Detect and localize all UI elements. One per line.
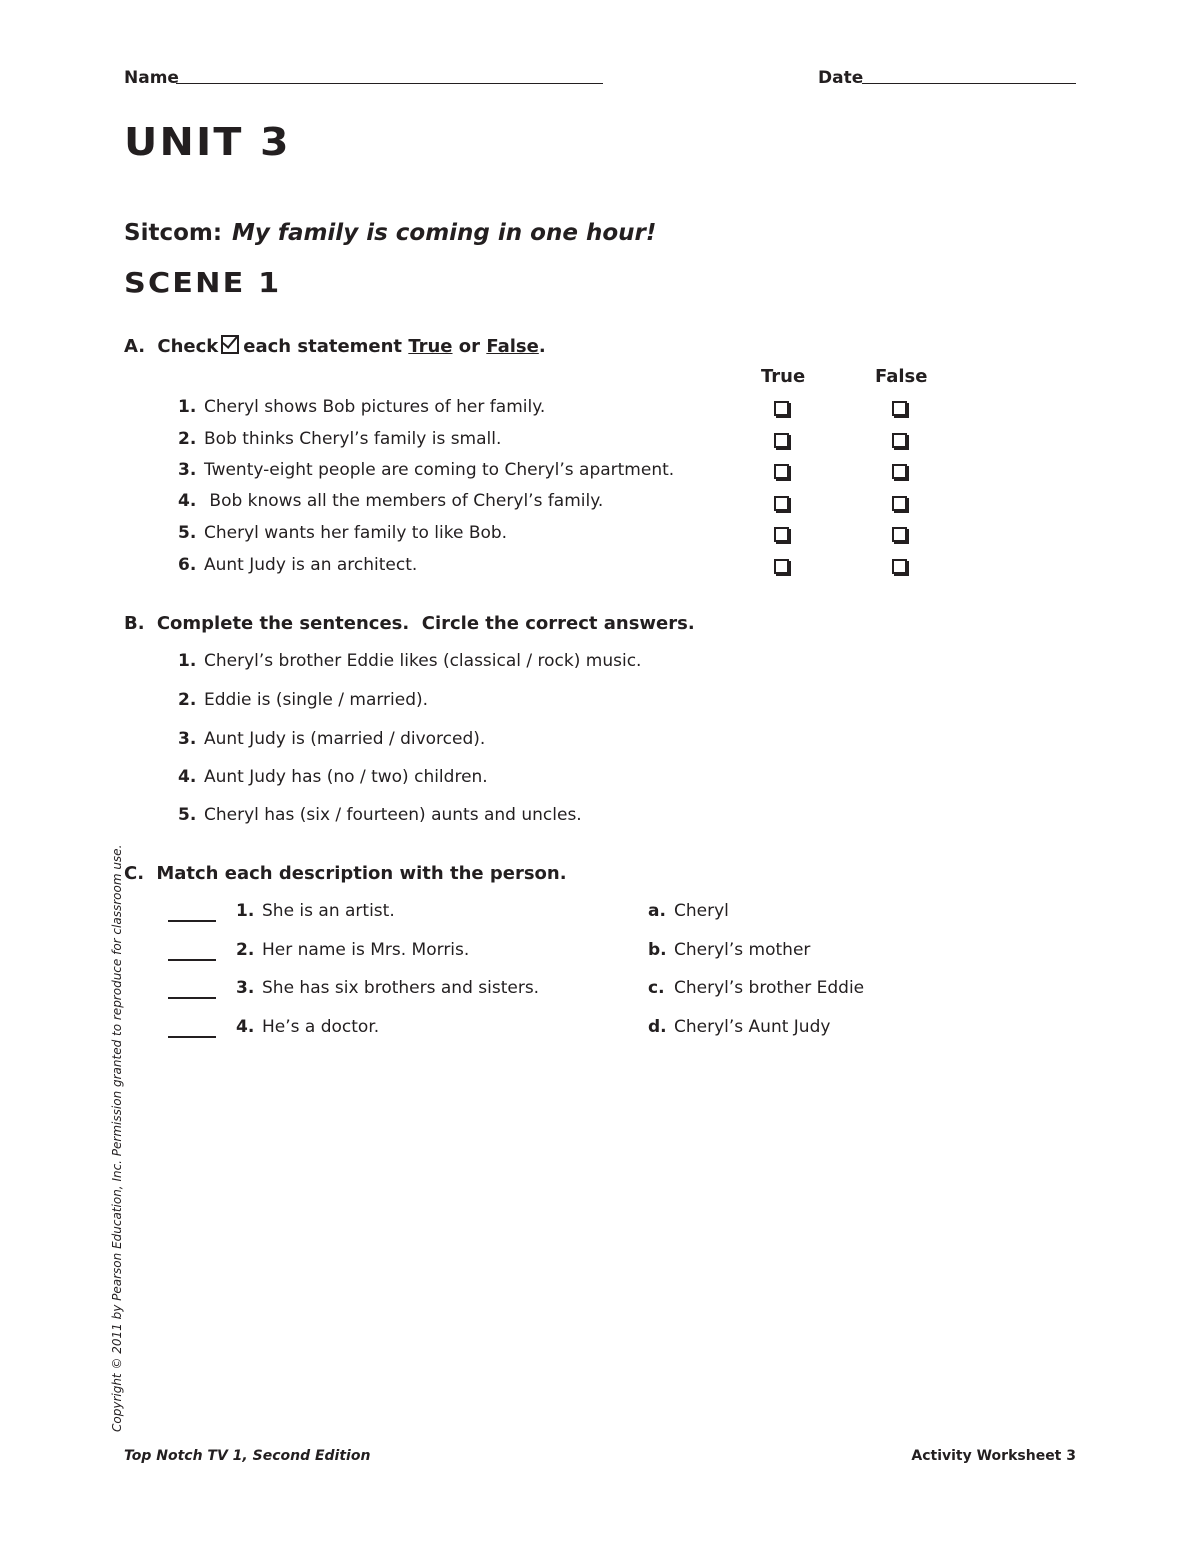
description-number: 1. bbox=[236, 901, 255, 921]
sentence-number: 5. bbox=[178, 805, 197, 825]
description-number: 3. bbox=[236, 978, 255, 998]
sentence-number: 3. bbox=[178, 729, 197, 749]
statement-number: 3. bbox=[178, 460, 197, 480]
option-text: Cheryl’s mother bbox=[674, 940, 811, 960]
statement-row bbox=[178, 429, 501, 449]
section-c-letter: C. bbox=[124, 863, 145, 884]
statement-row bbox=[178, 460, 674, 480]
person-option bbox=[648, 978, 864, 998]
false-checkbox[interactable] bbox=[892, 401, 907, 416]
instruction-period: . bbox=[538, 336, 546, 357]
description-item bbox=[236, 1017, 379, 1037]
answer-blank[interactable] bbox=[168, 997, 216, 999]
statement-text: Cheryl shows Bob pictures of her family. bbox=[204, 397, 546, 417]
statement-row bbox=[178, 397, 545, 417]
statement-text: Twenty-eight people are coming to Cheryl’s apartment. bbox=[204, 460, 675, 480]
name-label: Name bbox=[124, 68, 179, 88]
statement-row bbox=[178, 491, 603, 511]
false-checkbox[interactable] bbox=[892, 433, 907, 448]
option-letter: d. bbox=[648, 1017, 667, 1037]
person-option bbox=[648, 940, 810, 960]
true-checkbox[interactable] bbox=[774, 401, 789, 416]
section-a-letter: A. bbox=[124, 336, 146, 357]
section-c-text: Match each description with the person. bbox=[156, 863, 567, 884]
sentence-row bbox=[178, 651, 641, 671]
description-item bbox=[236, 940, 469, 960]
sentence-text[interactable]: Aunt Judy has (no / two) children. bbox=[204, 767, 488, 787]
sentence-text[interactable]: Cheryl’s brother Eddie likes (classical / rock) music. bbox=[204, 651, 642, 671]
instruction-check-word: Check bbox=[157, 336, 219, 357]
sentence-row bbox=[178, 729, 485, 749]
statement-row bbox=[178, 523, 507, 543]
option-text: Cheryl’s brother Eddie bbox=[674, 978, 865, 998]
true-checkbox[interactable] bbox=[774, 496, 789, 511]
false-checkbox[interactable] bbox=[892, 464, 907, 479]
answer-blank[interactable] bbox=[168, 920, 216, 922]
section-b-instruction bbox=[124, 613, 695, 634]
option-text: Cheryl’s Aunt Judy bbox=[674, 1017, 831, 1037]
instruction-or-word: or bbox=[458, 336, 481, 357]
statement-row bbox=[178, 555, 417, 575]
statement-text: Bob thinks Cheryl’s family is small. bbox=[204, 429, 502, 449]
sentence-text[interactable]: Cheryl has (six / fourteen) aunts and uncles. bbox=[204, 805, 582, 825]
false-checkbox[interactable] bbox=[892, 527, 907, 542]
name-field[interactable] bbox=[176, 83, 603, 84]
checkbox-checked-icon bbox=[221, 335, 239, 354]
true-checkbox[interactable] bbox=[774, 464, 789, 479]
description-text: He’s a doctor. bbox=[262, 1017, 380, 1037]
footer-book-title: Top Notch TV 1, Second Edition bbox=[124, 1448, 371, 1464]
sentence-row bbox=[178, 690, 428, 710]
description-text: She has six brothers and sisters. bbox=[262, 978, 540, 998]
option-letter: c. bbox=[648, 978, 665, 998]
sitcom-label: Sitcom: bbox=[124, 220, 223, 246]
column-header-false: False bbox=[875, 366, 928, 387]
statement-number: 5. bbox=[178, 523, 197, 543]
sentence-number: 4. bbox=[178, 767, 197, 787]
answer-blank[interactable] bbox=[168, 1036, 216, 1038]
statement-number: 2. bbox=[178, 429, 197, 449]
description-text: Her name is Mrs. Morris. bbox=[262, 940, 470, 960]
sitcom-title: My family is coming in one hour! bbox=[232, 220, 657, 246]
copyright-notice: Copyright © 2011 by Pearson Education, Inc. Permission granted to reproduce for classroom use. bbox=[110, 844, 124, 1432]
instruction-false-word: False bbox=[486, 336, 539, 357]
answer-blank[interactable] bbox=[168, 959, 216, 961]
description-item bbox=[236, 978, 539, 998]
option-text: Cheryl bbox=[674, 901, 729, 921]
option-letter: a. bbox=[648, 901, 666, 921]
statement-text: Bob knows all the members of Cheryl’s family. bbox=[204, 491, 604, 511]
instruction-mid: each statement bbox=[243, 336, 403, 357]
false-checkbox[interactable] bbox=[892, 559, 907, 574]
section-b-letter: B. bbox=[124, 613, 145, 634]
unit-title: UNIT 3 bbox=[124, 120, 291, 164]
sentence-row bbox=[178, 805, 582, 825]
person-option bbox=[648, 1017, 830, 1037]
statement-text: Aunt Judy is an architect. bbox=[204, 555, 418, 575]
column-header-true: True bbox=[761, 366, 806, 387]
section-c-instruction bbox=[124, 863, 567, 884]
description-text: She is an artist. bbox=[262, 901, 395, 921]
sentence-number: 2. bbox=[178, 690, 197, 710]
scene-title: SCENE 1 bbox=[124, 266, 282, 299]
description-item bbox=[236, 901, 395, 921]
false-checkbox[interactable] bbox=[892, 496, 907, 511]
person-option bbox=[648, 901, 729, 921]
true-checkbox[interactable] bbox=[774, 527, 789, 542]
section-b-text: Complete the sentences. Circle the correct answers. bbox=[156, 613, 695, 634]
date-field[interactable] bbox=[862, 83, 1076, 84]
description-number: 4. bbox=[236, 1017, 255, 1037]
sentence-number: 1. bbox=[178, 651, 197, 671]
statement-text: Cheryl wants her family to like Bob. bbox=[204, 523, 508, 543]
statement-number: 6. bbox=[178, 555, 197, 575]
sentence-text[interactable]: Eddie is (single / married). bbox=[204, 690, 429, 710]
sentence-row bbox=[178, 767, 488, 787]
footer-worksheet-label: Activity Worksheet 3 bbox=[911, 1448, 1076, 1464]
description-number: 2. bbox=[236, 940, 255, 960]
sitcom-heading bbox=[124, 220, 656, 246]
statement-number: 1. bbox=[178, 397, 197, 417]
statement-number: 4. bbox=[178, 491, 197, 511]
option-letter: b. bbox=[648, 940, 667, 960]
sentence-text[interactable]: Aunt Judy is (married / divorced). bbox=[204, 729, 486, 749]
section-a-instruction bbox=[124, 335, 546, 357]
true-checkbox[interactable] bbox=[774, 559, 789, 574]
true-checkbox[interactable] bbox=[774, 433, 789, 448]
date-label: Date bbox=[818, 68, 864, 88]
instruction-true-word: True bbox=[408, 336, 453, 357]
